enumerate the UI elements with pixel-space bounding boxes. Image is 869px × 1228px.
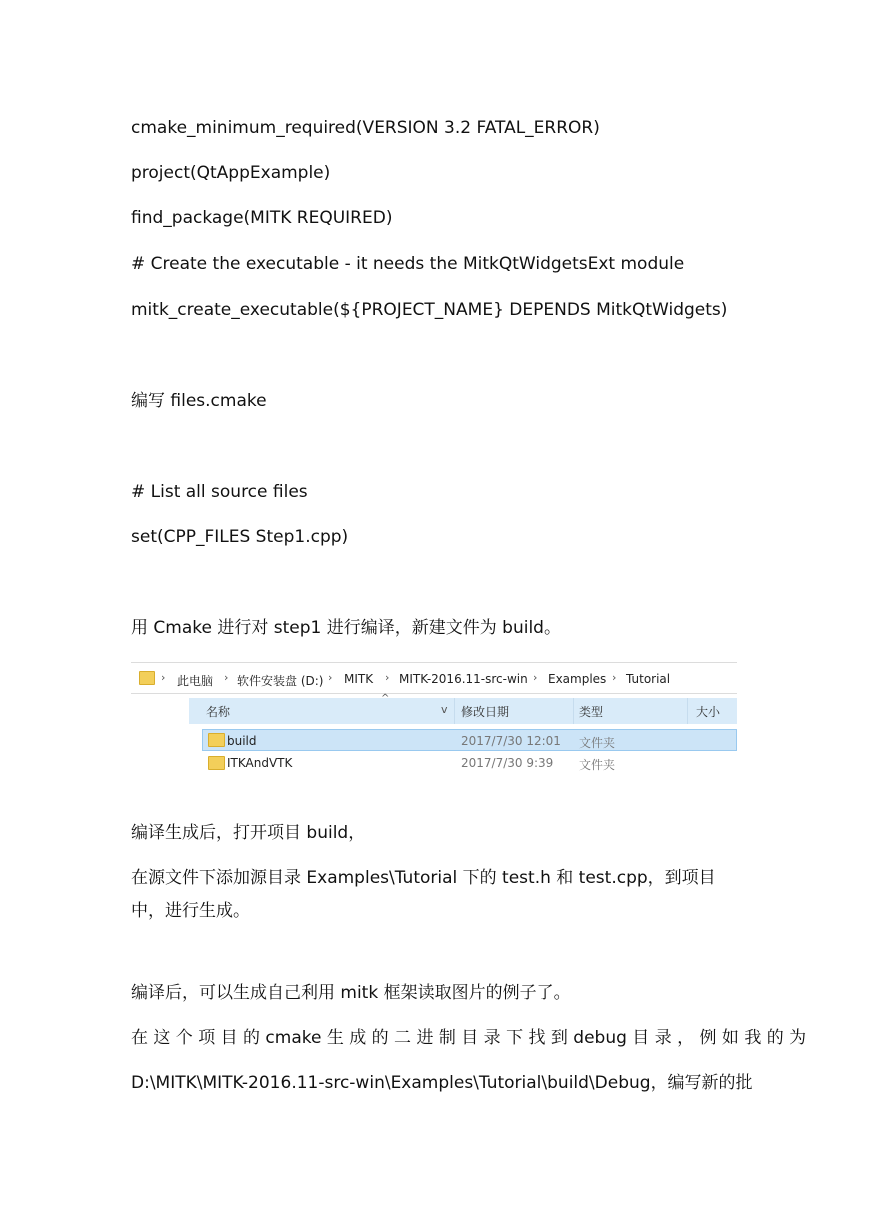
file-modified: 2017/7/30 9:39: [461, 756, 554, 770]
file-modified: 2017/7/30 12:01: [461, 734, 561, 748]
chevron-right-icon: ›: [224, 671, 229, 684]
code-line: set(CPP_FILES Step1.cpp): [131, 527, 349, 547]
file-name[interactable]: ITKAndVTK: [227, 756, 293, 770]
chevron-right-icon: ›: [328, 671, 333, 684]
column-header-type[interactable]: 类型: [579, 705, 604, 719]
code-line: cmake_minimum_required(VERSION 3.2 FATAL_ERROR): [131, 118, 600, 138]
chevron-down-icon[interactable]: v: [441, 703, 448, 716]
paragraph-line: D:\MITK\MITK-2016.11-src-win\Examples\Tutorial\build\Debug，编写新的批: [131, 1073, 753, 1093]
column-header-bar: [189, 693, 737, 724]
chevron-right-icon: ›: [533, 671, 538, 684]
chevron-right-icon: ›: [612, 671, 617, 684]
address-bar[interactable]: [131, 662, 737, 694]
code-line: # Create the executable - it needs the MitkQtWidgetsExt module: [131, 254, 685, 274]
column-divider[interactable]: [573, 698, 574, 724]
code-line: mitk_create_executable(${PROJECT_NAME} DEPENDS MitkQtWidgets): [131, 300, 728, 320]
column-divider[interactable]: [454, 698, 455, 724]
section-heading: 编写 files.cmake: [131, 391, 267, 411]
breadcrumb-item[interactable]: Tutorial: [626, 672, 671, 686]
folder-icon: [139, 671, 155, 685]
file-type: 文件夹: [579, 758, 616, 772]
breadcrumb-item[interactable]: 软件安装盘 (D:): [237, 674, 324, 688]
column-header-modified[interactable]: 修改日期: [461, 705, 510, 719]
breadcrumb-item[interactable]: 此电脑: [177, 674, 214, 688]
folder-icon: [208, 756, 225, 770]
chevron-right-icon: ›: [161, 671, 166, 684]
breadcrumb-item[interactable]: MITK: [344, 672, 374, 686]
code-line: # List all source files: [131, 482, 308, 502]
paragraph: 在源文件下添加源目录 Examples\Tutorial 下的 test.h 和 test.cpp，到项目中，进行生成。: [131, 868, 716, 921]
code-line: find_package(MITK REQUIRED): [131, 208, 393, 228]
paragraph: 编译后，可以生成自己利用 mitk 框架读取图片的例子了。: [131, 983, 571, 1003]
column-divider[interactable]: [687, 698, 688, 724]
file-type: 文件夹: [579, 736, 616, 750]
sort-ascending-icon: ^: [381, 693, 390, 704]
column-header-size[interactable]: 大小: [696, 705, 721, 719]
breadcrumb-item[interactable]: Examples: [548, 672, 607, 686]
paragraph: 编译生成后，打开项目 build，: [131, 823, 366, 843]
paragraph: 用 Cmake 进行对 step1 进行编译，新建文件为 build。: [131, 618, 561, 638]
code-line: project(QtAppExample): [131, 163, 331, 183]
file-explorer-screenshot: [131, 660, 737, 772]
column-header-name[interactable]: 名称: [206, 705, 231, 719]
chevron-right-icon: ›: [385, 671, 390, 684]
paragraph-line: 在 这 个 项 目 的 cmake 生 成 的 二 进 制 目 录 下 找 到 debug 目 录 ， 例 如 我 的 为: [131, 1028, 807, 1048]
breadcrumb-item[interactable]: MITK-2016.11-src-win: [399, 672, 528, 686]
folder-icon: [208, 733, 225, 747]
file-name[interactable]: build: [227, 734, 257, 748]
